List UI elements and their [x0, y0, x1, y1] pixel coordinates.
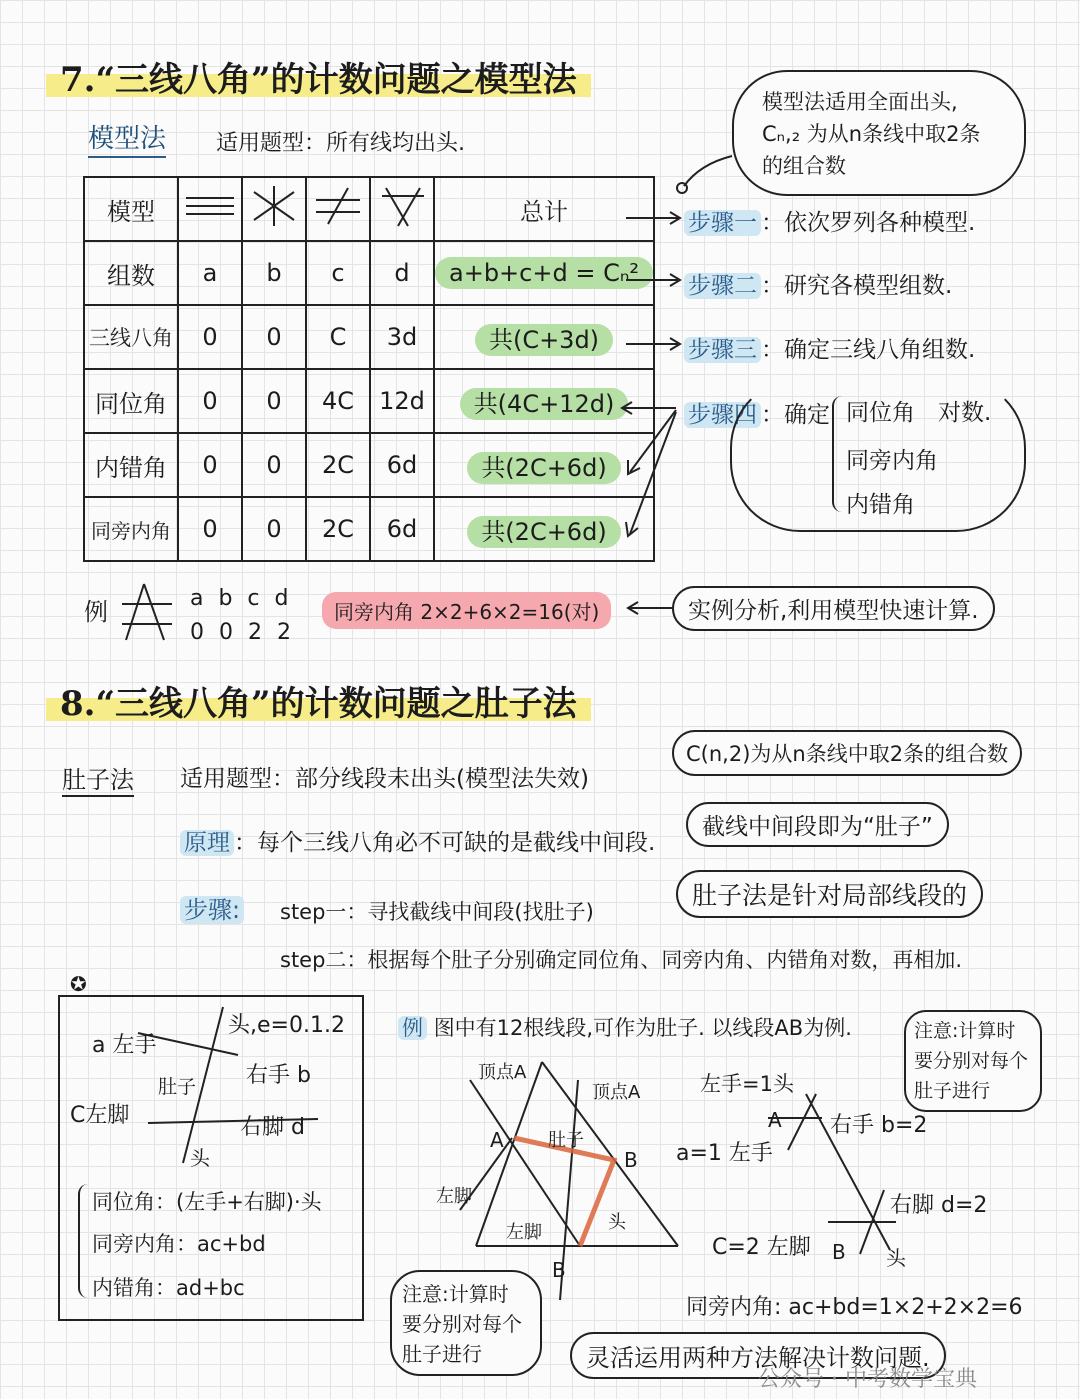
table-cell: 6d: [370, 433, 434, 497]
total-value: 共(C+3d): [475, 324, 613, 356]
pin-icon: ✪: [70, 972, 87, 996]
table-cell: 12d: [370, 369, 434, 433]
formula-corresponding: 同位角：(左手+右脚)·头: [92, 1190, 322, 1214]
final-bubble: 灵活运用两种方法解决计数问题.: [570, 1332, 946, 1379]
principle-text: ：每个三线八角必不可缺的是截线中间段.: [234, 830, 656, 856]
step-arrows: [620, 190, 690, 550]
watermark: 公众号 · 中考数学宝典: [758, 1367, 977, 1392]
table-row: [84, 433, 654, 497]
step1-text: ：依次罗列各种模型.: [761, 210, 976, 236]
model-note-line1: 模型法适用全面出头,: [762, 90, 958, 114]
comb-bubble: C(n,2)为从n条线中取2条的组合数: [672, 730, 1022, 776]
step1: [684, 204, 975, 237]
row-label: 同位角: [84, 369, 178, 433]
right-c: C=2 左脚: [712, 1235, 811, 1260]
formula-brace: [78, 1184, 90, 1298]
table-cell: 3d: [370, 305, 434, 369]
step3: [684, 331, 975, 364]
example2-wrap: [398, 1012, 852, 1042]
belly-method-label: 肚子法: [62, 760, 134, 797]
model-two-parallel-transversal-icon: [306, 177, 370, 241]
example-bubble: 实例分析,利用模型快速计算.: [672, 586, 995, 631]
table-cell: 0: [178, 433, 242, 497]
point-B2: B: [552, 1258, 566, 1282]
label-a-left-hand: a 左手: [92, 1033, 157, 1058]
row-label: 组数: [84, 241, 178, 305]
table-cell: 0: [178, 369, 242, 433]
table-cell: 0: [178, 497, 242, 561]
principle-label: 原理: [180, 830, 234, 856]
step1-name: 步骤一: [684, 210, 761, 236]
right-point-B: B: [832, 1240, 846, 1264]
row-label: 内错角: [84, 433, 178, 497]
step4-item-3: 内错角: [846, 492, 915, 518]
right-right-foot: 右脚 d=2: [890, 1193, 988, 1218]
steps-label: 步骤:: [180, 896, 244, 924]
model-table: [83, 176, 655, 562]
label-right-hand: 右手 b: [246, 1063, 311, 1088]
triangle-head: 头: [608, 1212, 626, 1233]
table-header-model: 模型: [84, 177, 178, 241]
model-triangle-icon: [370, 177, 434, 241]
table-cell: 0: [242, 433, 306, 497]
label-c-left-foot: C左脚: [70, 1103, 130, 1128]
example-label: 例: [84, 598, 108, 626]
example-arrow: [626, 596, 676, 620]
step4-item-1: 同位角: [846, 400, 915, 426]
table-cell: 0: [242, 497, 306, 561]
table-cell: 2C: [306, 433, 370, 497]
step3-text: ：确定三线八角组数.: [761, 337, 976, 363]
belly-bubble: 截线中间段即为“肚子”: [686, 802, 949, 847]
table-cell: C: [306, 305, 370, 369]
bottom-note-line3: 肚子进行: [402, 1342, 482, 1366]
vertex-a-2: 顶点A: [592, 1082, 641, 1103]
model-concurrent-icon: [242, 177, 306, 241]
section8-title: 8.“三线八角”的计数问题之肚子法: [46, 676, 591, 725]
triangle-belly: 肚子: [548, 1130, 584, 1151]
formula-co-interior: 同旁内角：ac+bd: [92, 1232, 266, 1256]
row-label: 同旁内角: [84, 497, 178, 561]
right-a: a=1 左手: [676, 1141, 773, 1166]
example2-note-line1: 注意:计算时: [914, 1020, 1016, 1042]
example-values: 0 0 2 2: [190, 620, 295, 645]
right-right-hand: 右手 b=2: [830, 1113, 928, 1138]
table-cell: 4C: [306, 369, 370, 433]
local-bubble: 肚子法是针对局部线段的: [676, 870, 983, 918]
step4-brace: [832, 396, 844, 512]
step4-suffix: 对数.: [938, 400, 992, 426]
example2-note-bubble: [904, 1010, 1042, 1112]
step4-name: 步骤四: [684, 402, 761, 428]
model-note-line2: Cₙ,₂ 为从n条线中取2条: [762, 122, 981, 146]
step3-name: 步骤三: [684, 337, 761, 363]
table-cell: 0: [242, 305, 306, 369]
example-formula: 同旁内角 2×2+6×2=16(对): [322, 592, 611, 629]
step-two: step二：根据每个肚子分别确定同位角、同旁内角、内错角对数，再相加.: [280, 948, 963, 972]
label-right-foot: 右脚 d: [240, 1115, 305, 1140]
bottom-note-bubble: [390, 1270, 542, 1376]
table-cell: 2C: [306, 497, 370, 561]
step2: [684, 267, 952, 300]
table-row: [84, 241, 654, 305]
model-parallel-icon: [178, 177, 242, 241]
steps-label-wrap: [180, 890, 244, 925]
right-left-hand: 左手=1头: [700, 1072, 794, 1096]
step2-name: 步骤二: [684, 273, 761, 299]
belly-method-applies: 适用题型：部分线段未出头(模型法失效): [180, 766, 589, 792]
table-cell: 0: [242, 369, 306, 433]
table-row: [84, 497, 654, 561]
model-note-line3: 的组合数: [762, 154, 846, 178]
example2-text: 图中有12根线段,可作为肚子. 以线段AB为例.: [433, 1016, 852, 1040]
point-A: A: [490, 1128, 504, 1152]
table-cell: 0: [178, 305, 242, 369]
table-cell: b: [242, 241, 306, 305]
principle: [180, 824, 655, 857]
example2-label: 例: [398, 1016, 427, 1040]
co-interior-result: 同旁内角: ac+bd=1×2+2×2=6: [686, 1295, 1023, 1320]
step-one: step一：寻找截线中间段(找肚子): [280, 900, 594, 924]
total-value: 共(2C+6d): [467, 516, 620, 548]
label-head: 头: [190, 1146, 210, 1170]
table-row: [84, 369, 654, 433]
step2-text: ：研究各模型组数.: [761, 273, 953, 299]
section7-title: 7.“三线八角”的计数问题之模型法: [46, 52, 591, 101]
example2-note-line3: 肚子进行: [914, 1080, 991, 1102]
example-letters: a b c d: [190, 586, 293, 611]
example2-note-line2: 要分别对每个: [914, 1050, 1029, 1072]
left-foot-1: 左脚: [436, 1186, 472, 1207]
row-label: 三线八角: [84, 305, 178, 369]
table-cell: d: [370, 241, 434, 305]
step4-text: ：确定: [761, 402, 830, 428]
table-row: [84, 305, 654, 369]
label-head-e: 头,e=0.1.2: [228, 1013, 345, 1038]
table-cell: c: [306, 241, 370, 305]
model-method-label: 模型法: [88, 118, 166, 158]
total-value: 共(4C+12d): [460, 388, 629, 420]
table-cell: 6d: [370, 497, 434, 561]
bottom-note-line2: 要分别对每个: [402, 1312, 522, 1336]
table-cell: a: [178, 241, 242, 305]
total-value: 共(2C+6d): [467, 452, 620, 484]
vertex-a-1: 顶点A: [478, 1062, 527, 1083]
example-figure-icon: [116, 580, 176, 642]
point-B: B: [624, 1148, 638, 1172]
total-value: a+b+c+d = Cₙ²: [435, 257, 653, 289]
right-point-A: A: [768, 1108, 782, 1132]
step4-item-2: 同旁内角: [846, 448, 938, 474]
table-header-total: 总计: [434, 177, 654, 241]
formula-alternate: 内错角：ad+bc: [92, 1276, 245, 1300]
label-belly: 肚子: [158, 1076, 197, 1098]
model-method-applies: 适用题型：所有线均出头.: [216, 131, 465, 156]
bottom-note-line1: 注意:计算时: [402, 1282, 509, 1306]
left-foot-2: 左脚: [506, 1222, 542, 1243]
table-header-row: [84, 177, 654, 241]
model-note-bubble: [732, 70, 1026, 196]
right-head: 头: [886, 1246, 906, 1270]
